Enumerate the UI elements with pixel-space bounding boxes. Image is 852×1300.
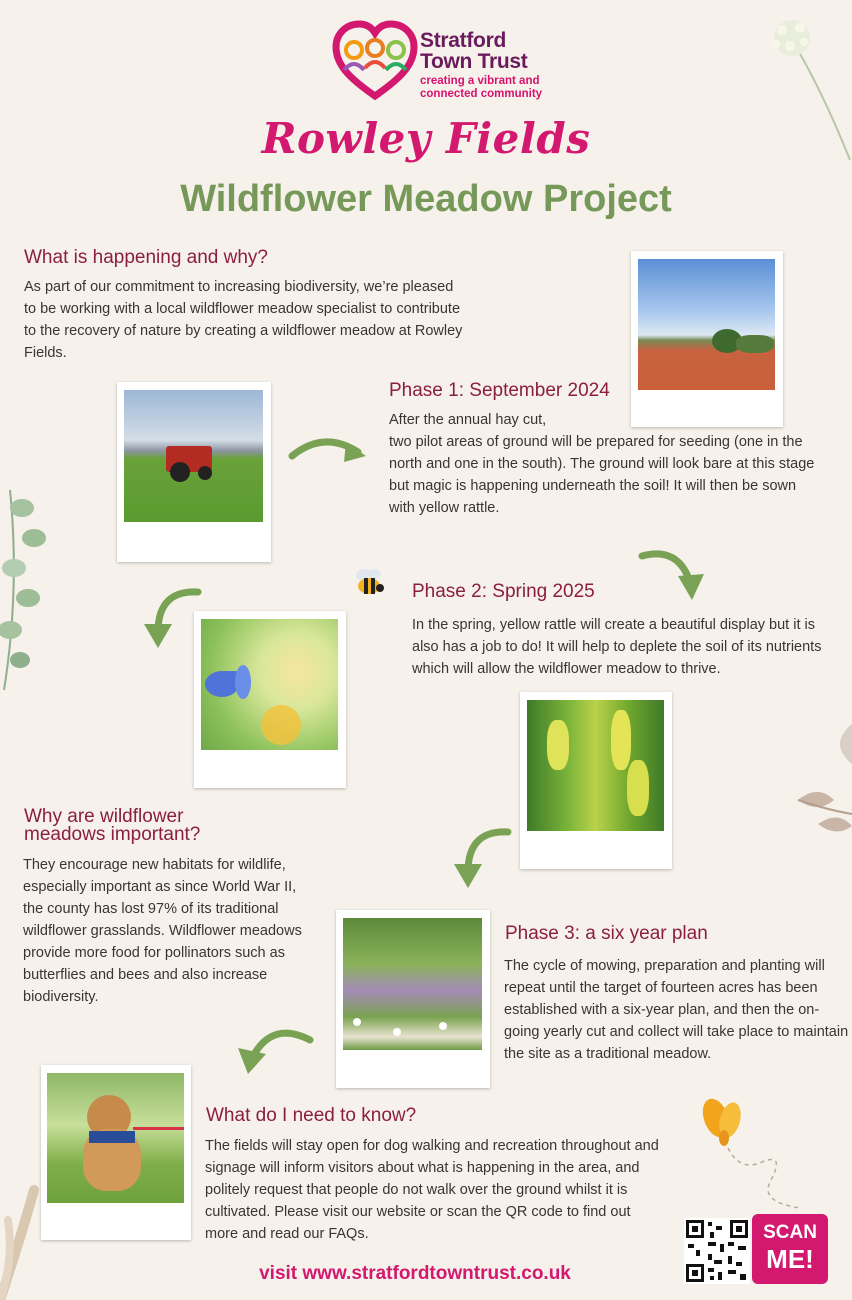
phase2-heading: Phase 2: Spring 2025	[412, 581, 595, 602]
logo	[332, 20, 562, 102]
photo-frame-dog	[41, 1065, 191, 1240]
bee-icon	[350, 566, 388, 602]
why-body: They encourage new habitats for wildlife, especially important as since World War II, the county has lost 97% of its traditional wildflower grasslands. Wildflower meadows provide more food for pollinators such as butterflies and bees and also increase biodiversity.	[23, 857, 302, 1005]
know-heading: What do I need to know?	[206, 1105, 417, 1126]
arrow-icon-1	[288, 428, 372, 468]
page-title: Wildflower Meadow Project	[180, 178, 672, 220]
bare-field-photo	[638, 259, 775, 390]
phase1-body: two pilot areas of ground will be prepared for seeding (one in the north and one in the south). The ground will look bare at this stage but magic is happening underneath the soil! It will then be sown with yellow rattle.	[389, 434, 815, 516]
photo-frame-meadow	[336, 910, 490, 1088]
page-title-script: Rowley Fields	[261, 114, 591, 163]
phase1-body-line1: After the annual hay cut,	[389, 412, 547, 428]
why-heading-line2: meadows important?	[24, 824, 201, 845]
leaf-decoration-icon	[788, 714, 852, 854]
butterfly-photo	[201, 619, 338, 750]
butterfly-icon	[700, 1092, 810, 1212]
scan-me-badge	[752, 1214, 828, 1284]
arrow-icon-2	[638, 546, 708, 602]
photo-frame-yellow-rattle	[520, 692, 672, 869]
photo-frame-tractor	[117, 382, 271, 562]
photo-frame-butterfly	[194, 611, 346, 788]
logo-heart-icon	[332, 20, 418, 100]
arrow-icon-5	[232, 1024, 314, 1076]
why-heading-line1: Why are wildflower	[24, 806, 184, 827]
photo-frame-bare-field	[631, 251, 783, 427]
phase3-heading: Phase 3: a six year plan	[505, 923, 708, 944]
arrow-icon-4	[448, 824, 514, 890]
qr-code-icon[interactable]	[684, 1218, 750, 1284]
logo-tagline-line2: connected community	[420, 88, 543, 100]
eucalyptus-decoration-icon	[0, 490, 56, 690]
website-link[interactable]: visit www.stratfordtowntrust.co.uk	[259, 1263, 571, 1284]
logo-tagline-line1: creating a vibrant and	[420, 75, 540, 87]
phase3-body: The cycle of mowing, preparation and planting will repeat until the target of fourteen acres has been established with a six-year plan, and then the on-going yearly cut and collect will take place to maintain the site as a traditional meadow.	[504, 958, 849, 1062]
know-body: The fields will stay open for dog walking and recreation throughout and signage will inform visitors about what is happening in the area, and politely request that people do not walk over the ground whilst it is cultivated. Please visit our website or scan the QR code to find out more and read our FAQs.	[205, 1138, 659, 1242]
intro-body: As part of our commitment to increasing biodiversity, we’re pleased to be working with a local wildflower meadow specialist to contribute to the recovery of nature by creating a wildflower meadow at Rowley Fields.	[24, 279, 463, 361]
scan-me-line1: SCAN	[763, 1222, 817, 1243]
scan-me-line2: ME!	[766, 1244, 814, 1274]
logo-name-line1: Stratford	[420, 29, 506, 52]
intro-heading: What is happening and why?	[24, 247, 268, 268]
yellow-rattle-photo	[527, 700, 664, 831]
logo-name-line2: Town Trust	[420, 50, 528, 73]
tractor-photo	[124, 390, 263, 522]
meadow-photo	[343, 918, 482, 1050]
pampas-decoration-icon	[0, 1180, 40, 1300]
phase2-body: In the spring, yellow rattle will create a beautiful display but it is also has a job to do! It will help to deplete the soil of its nutrients which will allow the wildflower meadow to thrive.	[412, 617, 822, 677]
dog-photo	[47, 1073, 184, 1203]
phase1-heading: Phase 1: September 2024	[389, 380, 610, 401]
